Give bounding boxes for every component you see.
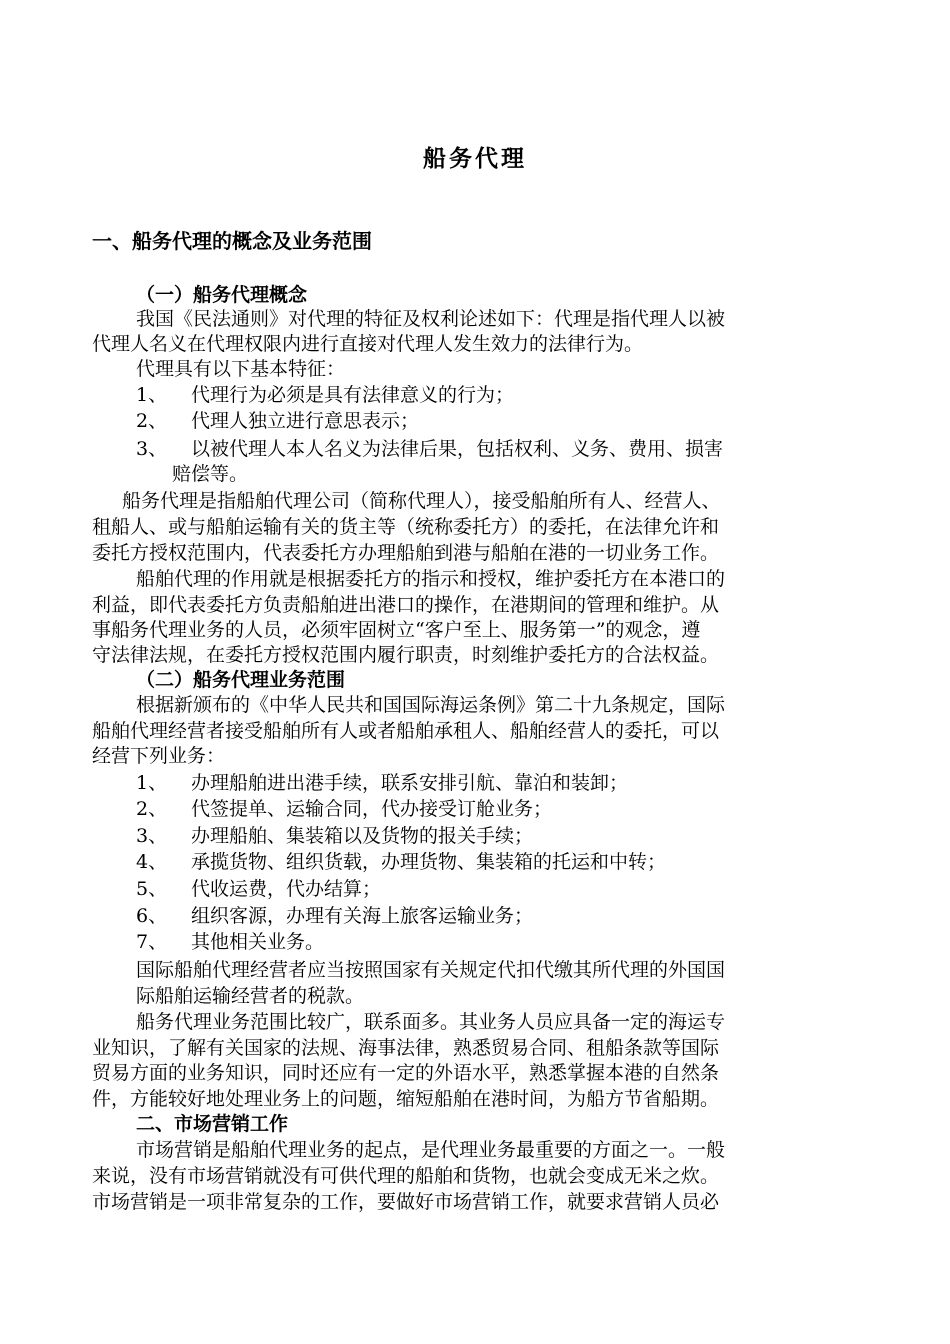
paragraph-line: 国际船舶代理经营者应当按照国家有关规定代扣代缴其所代理的外国国 [136, 959, 726, 981]
features-intro: 代理具有以下基本特征： [136, 358, 346, 380]
paragraph-line: 船务代理业务范围比较广，联系面多。其业务人员应具备一定的海运专 [136, 1011, 726, 1033]
list-item [136, 849, 666, 875]
list-item-number: 4、 [136, 851, 168, 873]
subsection-1-heading: （一）船务代理概念 [136, 284, 308, 306]
list-item [136, 903, 533, 929]
paragraph-line: 船舶代理经营者接受船舶所有人或者船舶承租人、船舶经营人的委托，可以 [92, 720, 720, 742]
list-item [136, 796, 552, 822]
paragraph-line: 委托方授权范围内，代表委托方办理船舶到港与船舶在港的一切业务工作。 [92, 542, 720, 564]
paragraph-line: 件，方能较好地处理业务上的问题，缩短船舶在港时间，为船方节省船期。 [92, 1088, 720, 1110]
paragraph-line: 船舶代理的作用就是根据委托方的指示和授权，维护委托方在本港口的 [136, 568, 726, 590]
paragraph-line: 市场营销是一项非常复杂的工作，要做好市场营销工作，就要求营销人员必 [92, 1191, 720, 1213]
paragraph-line: 船务代理是指船舶代理公司（简称代理人），接受船舶所有人、经营人、 [122, 490, 721, 512]
list-item-text: 办理船舶、集装箱以及货物的报关手续； [191, 825, 534, 847]
subsection-2-heading: （二）船务代理业务范围 [136, 669, 346, 691]
list-item-text: 承揽货物、组织货载，办理货物、集装箱的托运和中转； [191, 851, 667, 873]
list-item-number: 6、 [136, 905, 168, 927]
list-item-text: 代理行为必须是具有法律意义的行为； [191, 384, 515, 406]
list-item-text: 代理人独立进行意思表示； [191, 410, 420, 432]
list-item [136, 823, 533, 849]
list-item-text: 以被代理人本人名义为法律后果，包括权利、义务、费用、损害 [191, 438, 724, 460]
list-item-number: 1、 [136, 384, 168, 406]
section-1-heading: 一、船务代理的概念及业务范围 [92, 229, 372, 253]
list-item [136, 382, 514, 408]
list-item-text: 其他相关业务。 [191, 931, 325, 953]
list-item-text: 代签提单、运输合同，代办接受订舱业务； [191, 798, 553, 820]
list-item [136, 436, 723, 462]
list-item-number: 7、 [136, 931, 168, 953]
paragraph-line: 来说，没有市场营销就没有可供代理的船舶和货物，也就会变成无米之炊。 [92, 1165, 720, 1187]
list-item-text: 代收运费，代办结算； [191, 878, 382, 900]
list-item-number: 2、 [136, 410, 168, 432]
list-item [136, 770, 628, 796]
paragraph-line: 利益，即代表委托方负责船舶进出港口的操作，在港期间的管理和维护。从 [92, 594, 720, 616]
list-item-number: 5、 [136, 878, 168, 900]
list-item-text: 办理船舶进出港手续，联系安排引航、靠泊和装卸； [191, 772, 629, 794]
paragraph-line: 事船务代理业务的人员，必须牢固树立“客户至上、服务第一”的观念，遵 [92, 619, 701, 641]
paragraph-line: 际船舶运输经营者的税款。 [136, 985, 365, 1007]
paragraph-line: 业知识，了解有关国家的法规、海事法律，熟悉贸易合同、租船条款等国际 [92, 1037, 720, 1059]
list-item-text: 组织客源，办理有关海上旅客运输业务； [191, 905, 534, 927]
paragraph-line: 市场营销是船舶代理业务的起点，是代理业务最重要的方面之一。一般 [136, 1139, 726, 1161]
list-item-number: 1、 [136, 772, 168, 794]
paragraph-line: 代理人名义在代理权限内进行直接对代理人发生效力的法律行为。 [92, 333, 644, 355]
list-item-continuation: 赔偿等。 [172, 463, 249, 485]
section-2-heading: 二、市场营销工作 [136, 1113, 289, 1135]
paragraph-line: 我国《民法通则》对代理的特征及权利论述如下：代理是指代理人以被 [136, 308, 726, 330]
paragraph-line: 租船人、或与船舶运输有关的货主等（统称委托方）的委托，在法律允许和 [92, 516, 720, 538]
document-title: 船务代理 [423, 146, 527, 172]
paragraph-line: 守法律法规，在委托方授权范围内履行职责，时刻维护委托方的合法权益。 [92, 644, 720, 666]
paragraph-line: 根据新颁布的《中华人民共和国国际海运条例》第二十九条规定，国际 [136, 694, 726, 716]
list-item [136, 929, 324, 955]
list-item-number: 2、 [136, 798, 168, 820]
list-item-number: 3、 [136, 825, 168, 847]
list-item [136, 408, 419, 434]
paragraph-line: 贸易方面的业务知识，同时还应有一定的外语水平，熟悉掌握本港的自然条 [92, 1062, 720, 1084]
list-item-number: 3、 [136, 438, 168, 460]
list-item [136, 876, 381, 902]
paragraph-line: 经营下列业务： [92, 745, 226, 767]
